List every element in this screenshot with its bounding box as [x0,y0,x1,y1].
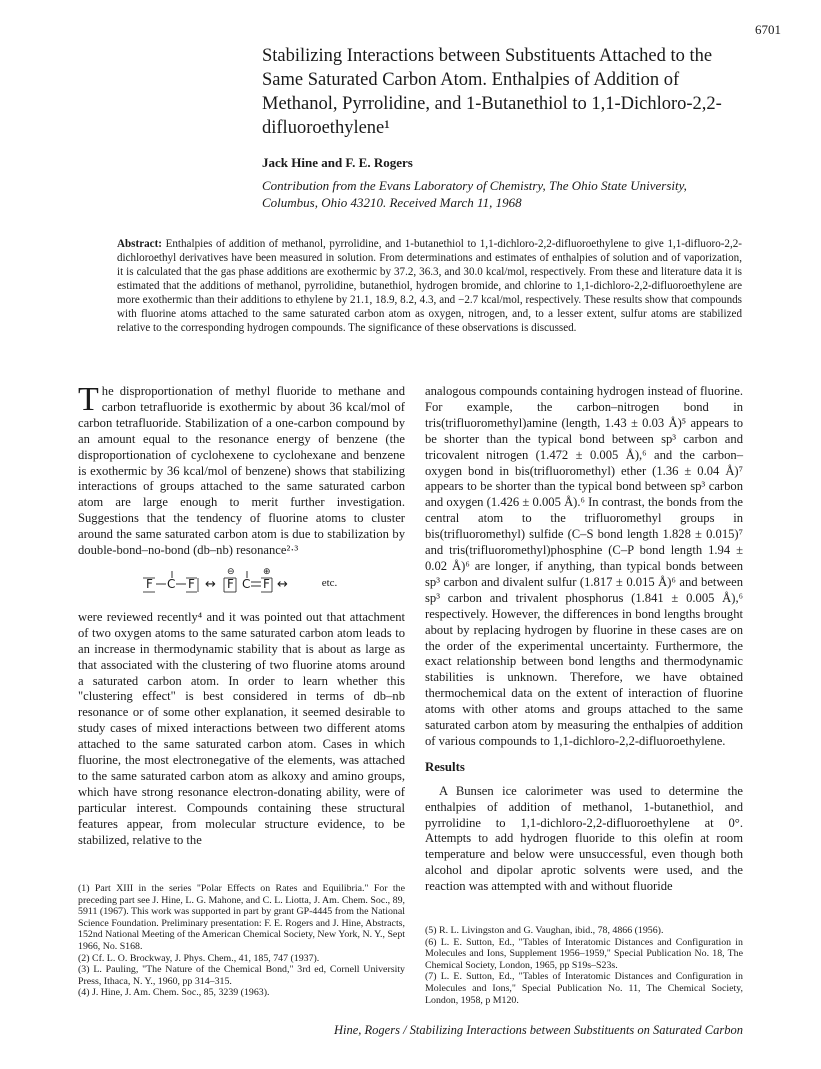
footnote-item: (3) L. Pauling, "The Nature of the Chemical Bond," 3rd ed, Cornell University Press, Ithaca, N. Y., 1960, pp 314–315. [78,964,405,987]
abstract-text: Enthalpies of addition of methanol, pyrrolidine, and 1-butanethiol to 1,1-dichloro-2,2-difluoroethylene to give 1,1-difluoro-2,2-dichloroethyl derivatives have been measured in solution. From determinations and estimates of enthalpies of solution and of vaporization, it is calculated that the gas phase additions are exothermic by 37.2, 36.3, and 30.0 kcal/mol, respectively. From these and literature data it is estimated that the additions of methanol, pyrrolidine, butanethiol, hydrogen bromide, and chlorine to 1,1-dichloro-2,2-difluoroethylene are more exothermic than their additions to ethylene by 21.1, 18.9, 8.2, 4.3, and −2.7 kcal/mol, respectively. These results show that compounds with fluorine atoms attached to the same saturated carbon atom as oxygen, nitrogen, and, to a lesser extent, sulfur atoms are stabilized relative to the corresponding hydrogen compounds. The significance of these observations is discussed. [117,238,742,334]
results-heading: Results [425,759,465,774]
svg-text:F: F [145,576,153,591]
article-title: Stabilizing Interactions between Substituents Attached to the Same Saturated Carbon Atom. Enthalpies of Addition of Methanol, Pyrrolidine, and 1-Butanethiol to 1,1-Dichloro-2,2-difluoroethylene¹ [262,46,722,138]
footnotes-left [78,883,405,999]
svg-text:C: C [166,576,175,591]
intro-paragraph-2: were reviewed recently⁴ and it was pointed out that attachment of two oxygen atoms to the same saturated carbon atom leads to an increase in thermodynamic stability that is about as large as that associated with the clustering of two fluorine atoms around a saturated carbon atom. In order to learn whether this "clustering effect" is best considered in terms of db–nb resonance or of some other explanation, it seemed desirable to study cases of mixed interactions between two different atoms attached to the same saturated carbon atom. Cases in which fluorine, the most electronegative of the elements, was attached to the same saturated carbon atom as alkoxy and amino groups, which have strong resonance electron-donating ability, were of particular interest. Compounds containing these structural features appear, from molecular structure evidence, to be stabilized, relative to the [78,609,405,847]
footnotes-right [425,925,743,1006]
intro-paragraph-3: analogous compounds containing hydrogen instead of fluorine. For example, the carbon–nitrogen bond in tris(trifluoromethyl)amine (length, 1.43 ± 0.03 Å)⁵ appears to be shorter than the typical bond between sp³ carbon and tricovalent nitrogen (1.472 ± 0.005 Å),⁶ and the carbon–oxygen bond in bis(trifluoromethyl) ether (1.36 ± 0.04 Å)⁷ appears to be shorter than the typical bond between sp³ carbon and oxygen (1.426 ± 0.005 Å).⁶ In contrast, the bonds from the central atom to the trifluoromethyl groups in bis(trifluoromethyl) sulfide (C–S bond length 1.828 ± 0.015)⁷ and tris(trifluoromethyl)phosphine (C–P bond length 1.94 ± 0.02 Å)⁶ are longer, if anything, than typical bonds between sp³ carbon and divalent sulfur (1.817 ± 0.015 Å)⁶ and between sp³ carbon and trivalent phosphorus (1.841 ± 0.005 Å),⁶ respectively. However, the differences in bond lengths brought about by replacing hydrogen by fluorine in these cases are on the order of the experimental uncertainty. Furthermore, the exact relationship between bond lengths and thermodynamic stabilities is unknown. Therefore, we have obtained thermochemical data on the extent of interaction of fluorine atoms with other atoms and groups attached to the same saturated carbon atom by measuring the enthalpies of addition of various compounds to 1,1-dichloro-2,2-difluoroethylene. [425,384,743,748]
abstract-label: Abstract: [117,238,162,250]
resonance-structure-diagram [78,565,405,616]
svg-text:F: F [262,576,270,591]
svg-text:⊖: ⊖ [226,566,235,577]
right-column [425,384,743,895]
running-footer: Hine, Rogers / Stabilizing Interactions between Substituents on Saturated Carbon [333,1023,743,1037]
svg-text:F: F [187,576,195,591]
page-number: 6701 [755,22,781,37]
footnote-item: (1) Part XIII in the series "Polar Effects on Rates and Equilibria." For the preceding part see J. Hine, L. G. Mahone, and C. L. Liotta, J. Am. Chem. Soc., 89, 5911 (1967). This work was supported in part by grant GP-4445 from the National Science Foundation. Preliminary presentation: F. E. Rogers and J. Hine, Abstracts, 152nd National Meeting of the American Chemical Society, New York, N. Y., Sept 1966, No. S168. [78,883,405,952]
affiliation: Contribution from the Evans Laboratory of Chemistry, The Ohio State University, Columbus, Ohio 43210. Received March 11, 1968 [262,178,687,210]
footnote-item: (2) Cf. L. O. Brockway, J. Phys. Chem., 41, 185, 747 (1937). [78,952,320,964]
results-paragraph-1: A Bunsen ice calorimeter was used to determine the enthalpies of addition of methanol, 1-butanethiol, and pyrrolidine to 1,1-dichloro-2,2-difluoroethylene at 0°. Attempts to add hydrogen fluoride to this olefin at room temperature and below were unsuccessful, even though both alcohol and dipolar aprotic solvents were used, and the reaction was attempted with and without fluoride [425,783,743,894]
resonance-structures-svg [142,565,342,599]
footnote-item: (4) J. Hine, J. Am. Chem. Soc., 85, 3239 (1963). [78,987,270,999]
svg-text:⊕: ⊕ [262,566,271,577]
svg-text:C: C [241,576,250,591]
drop-cap: T [78,381,99,418]
svg-text:↔: ↔ [276,576,288,592]
abstract [117,237,742,335]
footnote-item: (6) L. E. Sutton, Ed., "Tables of Interatomic Distances and Configuration in Molecules and Ions, Supplement 1956–1959," Special Publication No. 18, The Chemical Society, London, 1965, pp S19s–S23s. [425,936,743,971]
authors: Jack Hine and F. E. Rogers [262,155,413,170]
footnote-item: (7) L. E. Sutton, Ed., "Tables of Interatomic Distances and Configuration in Molecules and Ions," Special Publication No. 11, The Chemical Society, London, 1958, p M120. [425,971,743,1006]
svg-text:↔: ↔ [204,576,216,592]
resonance-etc-label: etc. [321,576,338,589]
intro-paragraph-1: he disproportionation of methyl fluoride to methane and carbon tetrafluoride is exothermic by about 36 kcal/mol of carbon tetrafluoride. Stabilization of a one-carbon compound by an amount equal to the resonance energy of benzene (the disproportionation of cyclohexene to cyclohexane and benzene is exothermic by 36 kcal/mol of benzene) shows that stabilizing interactions of groups attached to the same saturated carbon atom are large enough to merit further investigation. Suggestions that the tendency of fluorine atoms to cluster around the same saturated carbon atom is due to stabilization by double-bond–no-bond (db–nb) resonance²·³ [78,384,405,558]
footnote-item: (5) R. L. Livingston and G. Vaughan, ibid., 78, 4866 (1956). [425,925,664,936]
svg-text:F: F [226,576,234,591]
left-column [78,381,405,848]
